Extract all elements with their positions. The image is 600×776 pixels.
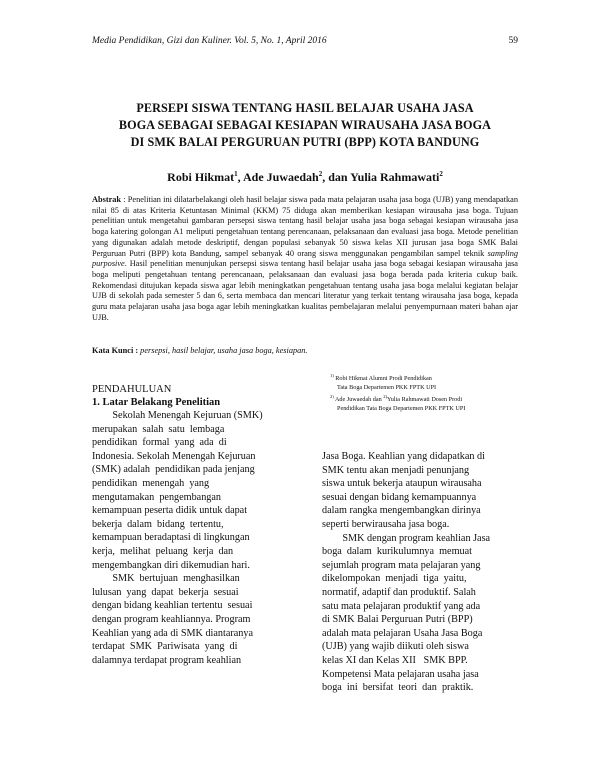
title-line: DI SMK BALAI PERGURUAN PUTRI (BPP) KOTA BANDUNG [130, 135, 480, 149]
text-line: dengan program keahliannya. Program [92, 613, 251, 625]
footnote-text: Ade Juwaedah dan [333, 396, 384, 404]
text-line: adalah mata pelajaran Usaha Jasa Boga [322, 627, 483, 639]
text-line: mengembangkan diri dikemudian hari. [92, 559, 250, 571]
text-line: dikelompokan menjadi tiga yaitu, [322, 573, 467, 585]
title-line: BOGA SEBAGAI SEBAGAI KESIAPAN WIRAUSAHA JASA BOGA [118, 118, 492, 132]
text-line: pendidikan formal yang ada di [92, 437, 227, 449]
text-line: lulusan yang dapat bekerja sesuai [92, 586, 239, 598]
author-name: , Ade Juwaedah [237, 170, 319, 184]
footnote-text: Yulia Rahmawati Dosen Prodi [386, 396, 463, 404]
subsection-heading: 1. Latar Belakang Penelitian [92, 397, 221, 408]
text-line: dalamnya terdapat program keahlian [92, 654, 242, 666]
footnote [330, 392, 530, 404]
abstract [92, 195, 518, 323]
text-line: kerja, melihat peluang kerja dan [92, 545, 234, 557]
text-line: (SMK) adalah pendidikan pada jenjang [92, 464, 255, 476]
footnote-mark: 2) [383, 394, 387, 400]
text-line: boga dalam kurikulumnya memuat [322, 546, 472, 558]
footnote-text: Robi Hikmat Alumni Prodi Pendidikan [333, 375, 432, 383]
text-line: normatif, adaptif dan produktif. Salah [322, 586, 476, 598]
body-column-left [92, 409, 288, 667]
text-line: pendidikan menengah yang [92, 477, 210, 489]
footnote-mark: 1) [330, 373, 334, 378]
text-line: SMK tentu akan menjadi penunjang [322, 464, 470, 476]
keywords-label: Kata Kunci : [92, 346, 139, 355]
text-line: dengan bidang keahlian tertentu sesuai [92, 600, 253, 612]
title-line: PERSEPI SISWA TENTANG HASIL BELAJAR USAHA JASA [136, 101, 474, 115]
abstract-italic-term: sampling purposive [92, 248, 518, 269]
text-line: kemampuan beradaptasi di lingkungan [92, 532, 250, 544]
text-line: dalam rangka mengembangkan dirinya [322, 505, 481, 517]
footnote [330, 404, 530, 413]
text-line: terdapat SMK Pariwisata yang di [92, 641, 238, 653]
text-line: bekerja dalam bidang tertentu, [92, 518, 224, 530]
text-line: Kompetensi Mata pelajaran usaha jasa [322, 668, 479, 680]
text-line: boga ini bersifat teori dan praktik. [322, 682, 474, 694]
text-line: merupakan salah satu lembaga [92, 423, 225, 435]
journal-citation: Media Pendidikan, Gizi dan Kuliner. Vol. 5, No. 1, April 2016 [92, 36, 327, 46]
text-line: (UJB) yang wajib diikuti oleh siswa [322, 641, 469, 653]
text-line: mengutamakan pengembangan [92, 491, 221, 503]
author-affiliation-mark: 1 [234, 170, 238, 178]
keywords [92, 346, 518, 355]
text-line: Keahlian yang ada di SMK diantaranya [92, 627, 253, 639]
text-line: SMK dengan program keahlian Jasa [322, 532, 491, 544]
abstract-label: Abstrak [92, 195, 122, 204]
abstract-text: . Hasil penelitian menunjukan persepsi siswa tentang hasil belajar usaha jasa boga sebagai kesiapan wirausaha jasa boga meliputi pengetahuan tentang perencanaan, pelaksanaan dan evaluasi jasa boga berada pada kriteria cukup baik. Rekomendasi ditujukan kepada siswa agar lebih meningkatkan pengetahuan tentang usaha jasa boga melalui kegiatan belajar UJB di sekolah pada semester 5 dan 6, serta membaca dan mencari literatur yang terkait tentang wirausaha jasa boga, kepada guru mata pelajaran usaha jasa boga agar lebih meningkatkan kualitas pembelajaran melalui penyempurnaan materi bahan ajar UJB. [92, 259, 518, 322]
body-column-right [322, 450, 518, 695]
author-name: Robi Hikmat [167, 170, 235, 184]
text-line: kemampuan peserta didik untuk dapat [92, 505, 248, 517]
text-line: seperti berwirausaha jasa boga. [322, 518, 450, 530]
text-line: Jasa Boga. Keahlian yang didapatkan di [322, 451, 485, 462]
author-affiliation-mark: 2 [439, 170, 443, 178]
keywords-text: persepsi, hasil belajar, usaha jasa boga, kesiapan. [138, 346, 308, 355]
footnote-text: Tata Boga Departemen PKK FPTK UPI [337, 384, 437, 392]
text-line: Indonesia. Sekolah Menengah Kejuruan [92, 450, 256, 462]
author-line [95, 170, 515, 185]
text-line: sesuai dengan bidang kemampuannya [322, 491, 477, 503]
section-heading: PENDAHULUAN [92, 384, 172, 395]
text-line: di SMK Balai Perguruan Putri (BPP) [322, 614, 473, 626]
abstract-text: : Penelitian ini dilatarbelakangi oleh hasil belajar siswa pada mata pelajaran usaha jasa boga (UJB) yang mendapatkan nilai 85 di atas Kriteria Ketuntasan Minimal (KKM) 75 diduga akan memberikan kesiapan wirausaha jasa boga. Tujuan penelitian untuk mengetahui gambaran persepsi siswa tentang hasil belajar usaha jasa boga sebagai kesiapan wirausaha jasa boga katering golongan A1 meliputi pengetahuan tentang perencanaan, pelaksanaan dan evaluasi jasa boga. Metode penelitian yang digunakan adalah metode deskriptif, dengan populasi sebanyak 50 siswa kelas XII jurusan jasa boga SMK Balai Perguruan Putri (BPP) kota Bandung, sampel sebanyak 40 orang siswa menggunakan pengambilan sampel teknik [92, 195, 518, 258]
text-line: Sekolah Menengah Kejuruan (SMK) [92, 410, 263, 421]
paper-title [95, 100, 515, 151]
page-number: 59 [508, 36, 518, 46]
text-line: satu mata pelajaran produktif yang ada [322, 600, 481, 612]
text-line: siswa untuk bekerja ataupun wirausaha [322, 478, 482, 490]
footnote [330, 383, 530, 392]
running-header [92, 36, 518, 50]
text-line: kelas XI dan Kelas XII SMK BPP. [322, 654, 468, 666]
footnote-mark: 2) [330, 394, 334, 400]
text-line: sejumlah program mata pelajaran yang [322, 559, 481, 571]
footnote [330, 371, 530, 383]
author-footnotes [330, 371, 530, 413]
author-name: , dan Yulia Rahmawati [322, 170, 440, 184]
text-line: SMK bertujuan menghasilkan [92, 573, 240, 585]
footnote-text: Pendidikan Tata Boga Departemen PKK FPTK UPI [337, 405, 466, 413]
author-affiliation-mark: 2 [318, 170, 323, 178]
